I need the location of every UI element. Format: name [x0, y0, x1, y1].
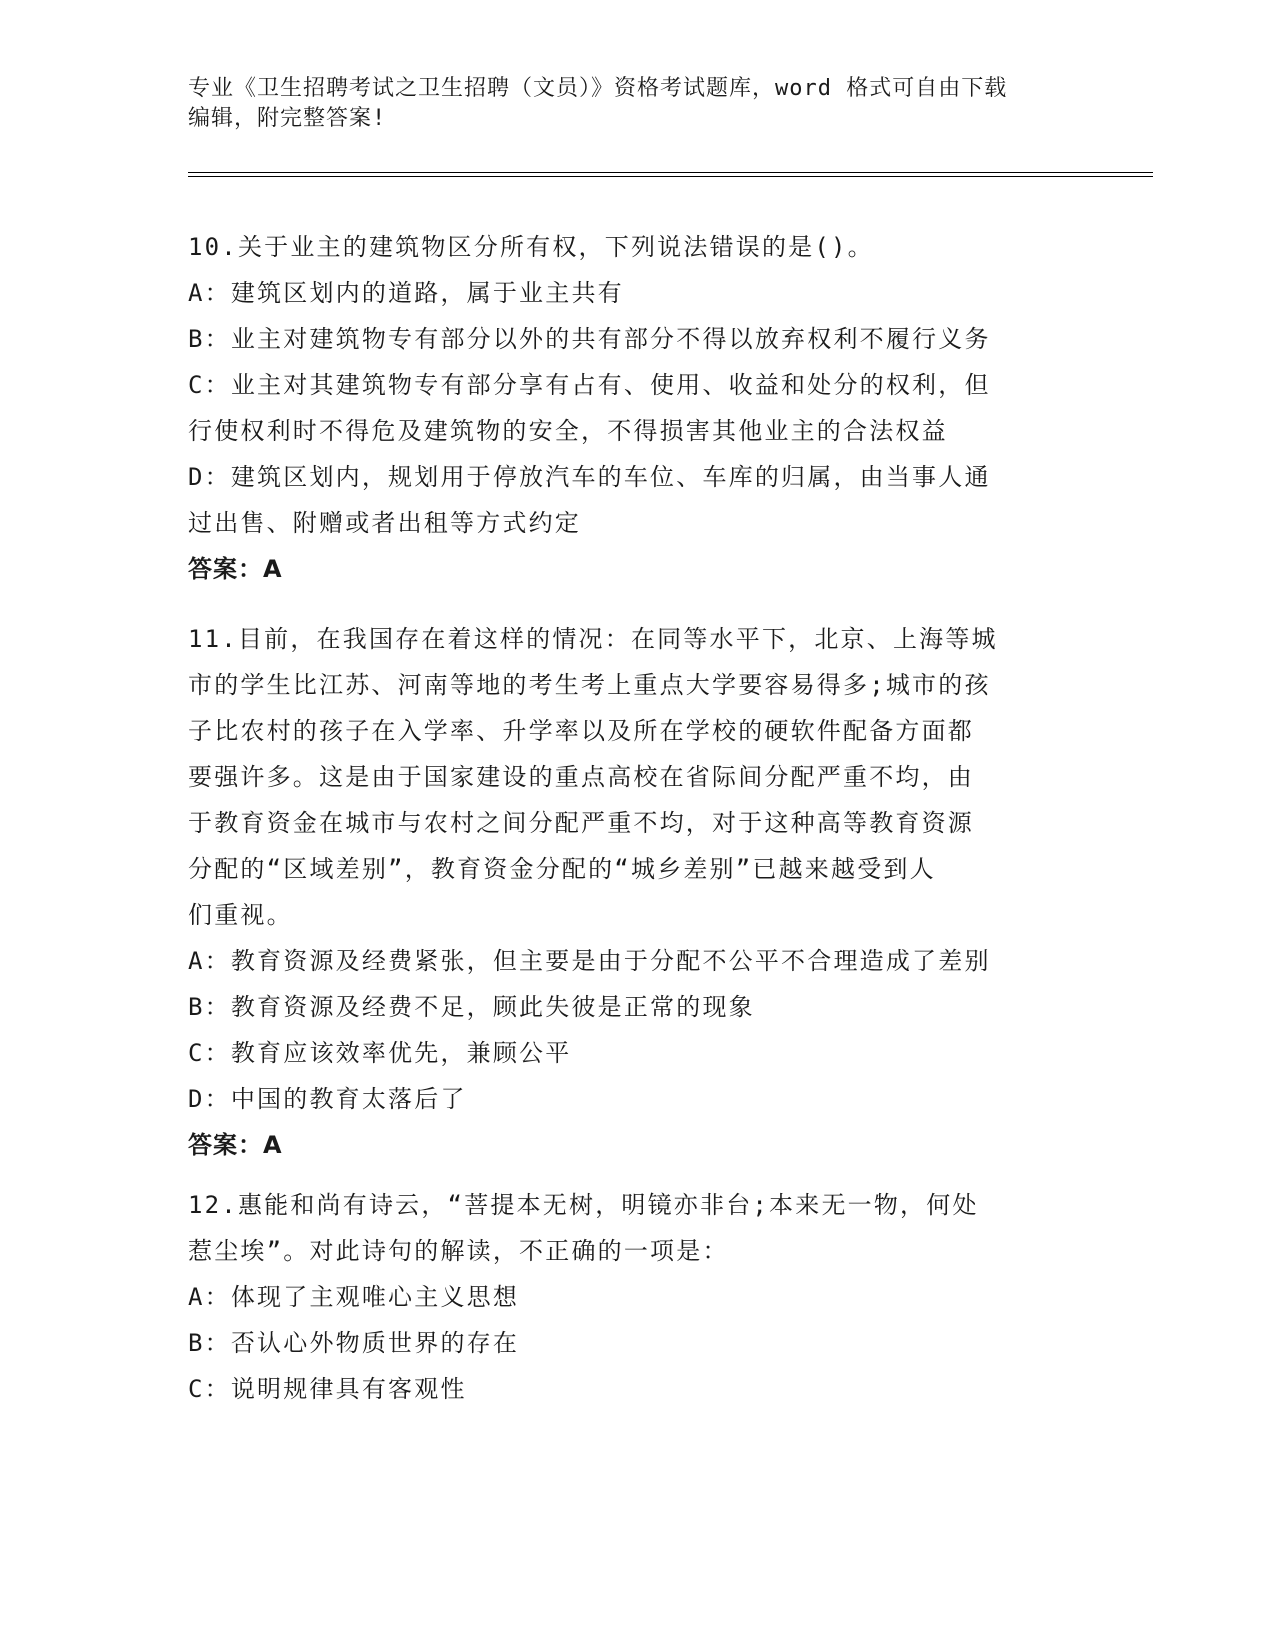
header-rule-top [188, 172, 1153, 173]
question-text-continued: 子比农村的孩子在入学率、升学率以及所在学校的硬软件配备方面都 [188, 717, 974, 745]
option-a: A：教育资源及经费紧张，但主要是由于分配不公平不合理造成了差别 [188, 947, 991, 975]
question-text-continued: 于教育资金在城市与农村之间分配严重不均，对于这种高等教育资源 [188, 809, 974, 837]
question-text-continued: 市的学生比江苏、河南等地的考生考上重点大学要容易得多;城市的孩 [188, 671, 991, 699]
option-b: B：业主对建筑物专有部分以外的共有部分不得以放弃权利不履行义务 [188, 325, 991, 353]
header-rule-bottom [188, 176, 1153, 177]
question-text-continued: 们重视。 [188, 901, 293, 929]
option-d: D：建筑区划内，规划用于停放汽车的车位、车库的归属，由当事人通 [188, 463, 991, 491]
question-10 [188, 224, 1073, 592]
option-b: B：否认心外物质世界的存在 [188, 1329, 520, 1357]
question-12 [188, 1182, 1073, 1412]
option-a: A：体现了主观唯心主义思想 [188, 1283, 520, 1311]
document-header [188, 74, 1088, 134]
option-c: C：业主对其建筑物专有部分享有占有、使用、收益和处分的权利，但 [188, 371, 991, 399]
question-11 [188, 616, 1073, 1168]
option-a: A：建筑区划内的道路，属于业主共有 [188, 279, 624, 307]
header-line-2: 编辑，附完整答案! [188, 106, 387, 131]
question-text-continued: 要强许多。这是由于国家建设的重点高校在省际间分配严重不均，由 [188, 763, 974, 791]
option-c: C：教育应该效率优先，兼顾公平 [188, 1039, 572, 1067]
option-c: C：说明规律具有客观性 [188, 1375, 467, 1403]
question-text-continued: 惹尘埃”。对此诗句的解读，不正确的一项是： [188, 1237, 729, 1265]
option-d-continued: 过出售、附赠或者出租等方式约定 [188, 509, 581, 537]
option-c-continued: 行使权利时不得危及建筑物的安全，不得损害其他业主的合法权益 [188, 417, 948, 445]
question-text-continued: 分配的“区域差别”，教育资金分配的“城乡差别”已越来越受到人 [188, 855, 936, 883]
question-text: 12.惠能和尚有诗云，“菩提本无树，明镜亦非台;本来无一物，何处 [188, 1191, 979, 1219]
answer: 答案：A [188, 1131, 283, 1159]
header-line-1: 专业《卫生招聘考试之卫生招聘（文员）》资格考试题库，word 格式可自由下载 [188, 76, 1008, 101]
question-text: 11.目前，在我国存在着这样的情况：在同等水平下，北京、上海等城 [188, 625, 998, 653]
option-d: D：中国的教育太落后了 [188, 1085, 467, 1113]
question-text: 10.关于业主的建筑物区分所有权，下列说法错误的是()。 [188, 233, 874, 261]
option-b: B：教育资源及经费不足，顾此失彼是正常的现象 [188, 993, 755, 1021]
answer: 答案：A [188, 555, 283, 583]
